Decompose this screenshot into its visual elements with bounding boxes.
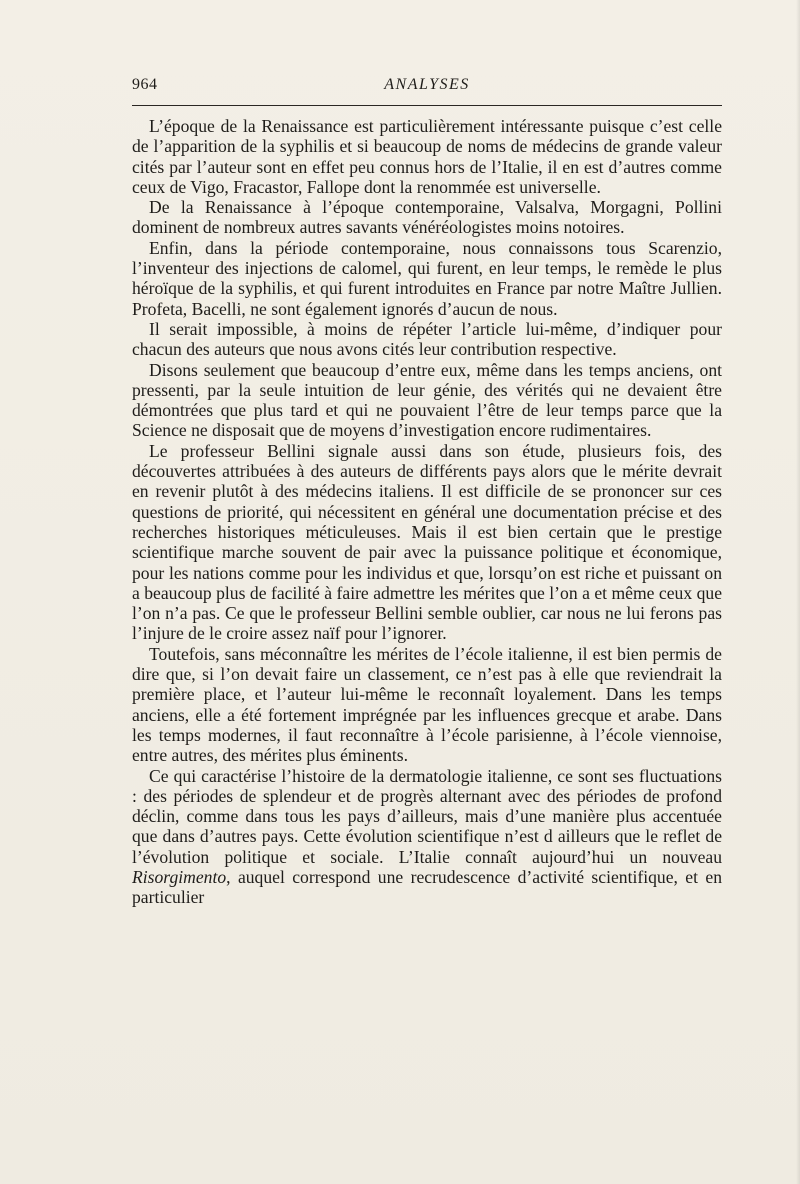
paragraph-priority: Le professeur Bellini signale aussi dans son étude, plusieurs fois, des découvertes attribuées à des auteurs de différents pays alors que le mérite devrait en revenir plutôt à des médecins italiens. Il est difficile de se prononcer sur ces questions de priorité, qui nécessitent en général une documentation précise et des recherches historiques méticuleuses. Mais il est bien certain que le prestige scientifique marche souvent de pair avec la puissance politique et économique, pour les nations comme pour les individus et que, lorsqu’on est riche et puissant on a beaucoup plus de facilité à faire admettre les mérites que l’on a et même ceux que l’on n’a pas. Ce que le professeur Bellini semble oublier, car nous ne lui ferons pas l’injure de le croire assez naïf pour l’ignorer.: [132, 440, 722, 644]
risorgimento-term: Risorgimento: [132, 866, 227, 887]
paragraph-renaissance: L’époque de la Renaissance est particulièrement intéressante puisque c’est celle de l’apparition de la syphilis et si beaucoup de noms de médecins de grande valeur cités par l’auteur sont en effet peu connus hors de l’Italie, il en est d’autres comme ceux de Vigo, Fracastor, Fallope dont la renommée est universelle.: [132, 116, 722, 197]
paragraph-italian-school: Toutefois, sans méconnaître les mérites de l’école italienne, il est bien permis de dire que, si l’on devait faire un classement, ce n’est pas à elle que reviendrait la première place, et l’auteur lui-même le reconnaît loyalement. Dans les temps anciens, elle a été fortement imprégnée par les influences grecque et arabe. Dans les temps modernes, il faut reconnaître à l’école parisienne, à l’école viennoise, entre autres, des mérites plus éminents.: [132, 643, 722, 766]
running-head: ANALYSES: [384, 76, 470, 93]
page-number: 964: [132, 76, 158, 93]
page-edge-shadow: [796, 0, 800, 1184]
paragraph-contemporary-period: Enfin, dans la période contemporaine, nous connaissons tous Scarenzio, l’inventeur des injections de calomel, qui furent, en leur temps, le remède le plus héroïque de la syphilis, et qui furent introduites en France par notre Maître Jullien. Profeta, Bacelli, ne sont également ignorés d’aucun de nous.: [132, 237, 722, 319]
page-header: [132, 76, 722, 102]
paragraph-contributions: Il serait impossible, à moins de répéter l’article lui-même, d’indiquer pour chacun des auteurs que nous avons cités leur contribution respective.: [132, 318, 722, 360]
header-rule: [132, 105, 722, 106]
fluctuations-text-start: Ce qui caractérise l’histoire de la dermatologie italienne, ce sont ses fluctuations : des périodes de splendeur et de progrès alternant avec des périodes de profond déclin, comme dans tous les pays d’ailleurs, mais d’une manière plus accentuée que dans d’autres pays. Cette évolution scientifique n’est d ailleurs que le reflet de l’évolution politique et sociale. L’Italie connaît aujourd’hui un nouveau: [132, 765, 722, 867]
paragraph-contemporary-transition: De la Renaissance à l’époque contemporaine, Valsalva, Morgagni, Pollini dominent de nombreux autres savants vénéréologistes moins notoires.: [132, 197, 722, 238]
paragraph-fluctuations: [132, 766, 722, 908]
fluctuations-text-end: , auquel correspond une recrudescence d’activité scientifique, et en particulier: [132, 866, 722, 908]
body-text: [132, 116, 722, 908]
paragraph-intuition: Disons seulement que beaucoup d’entre eux, même dans les temps anciens, ont pressenti, par la seule intuition de leur génie, des vérités qui ne devaient être démontrées que plus tard et qui ne pouvaient l’être de leur temps parce que la Science ne disposait que de moyens d’investigation encore rudimentaires.: [132, 359, 722, 441]
